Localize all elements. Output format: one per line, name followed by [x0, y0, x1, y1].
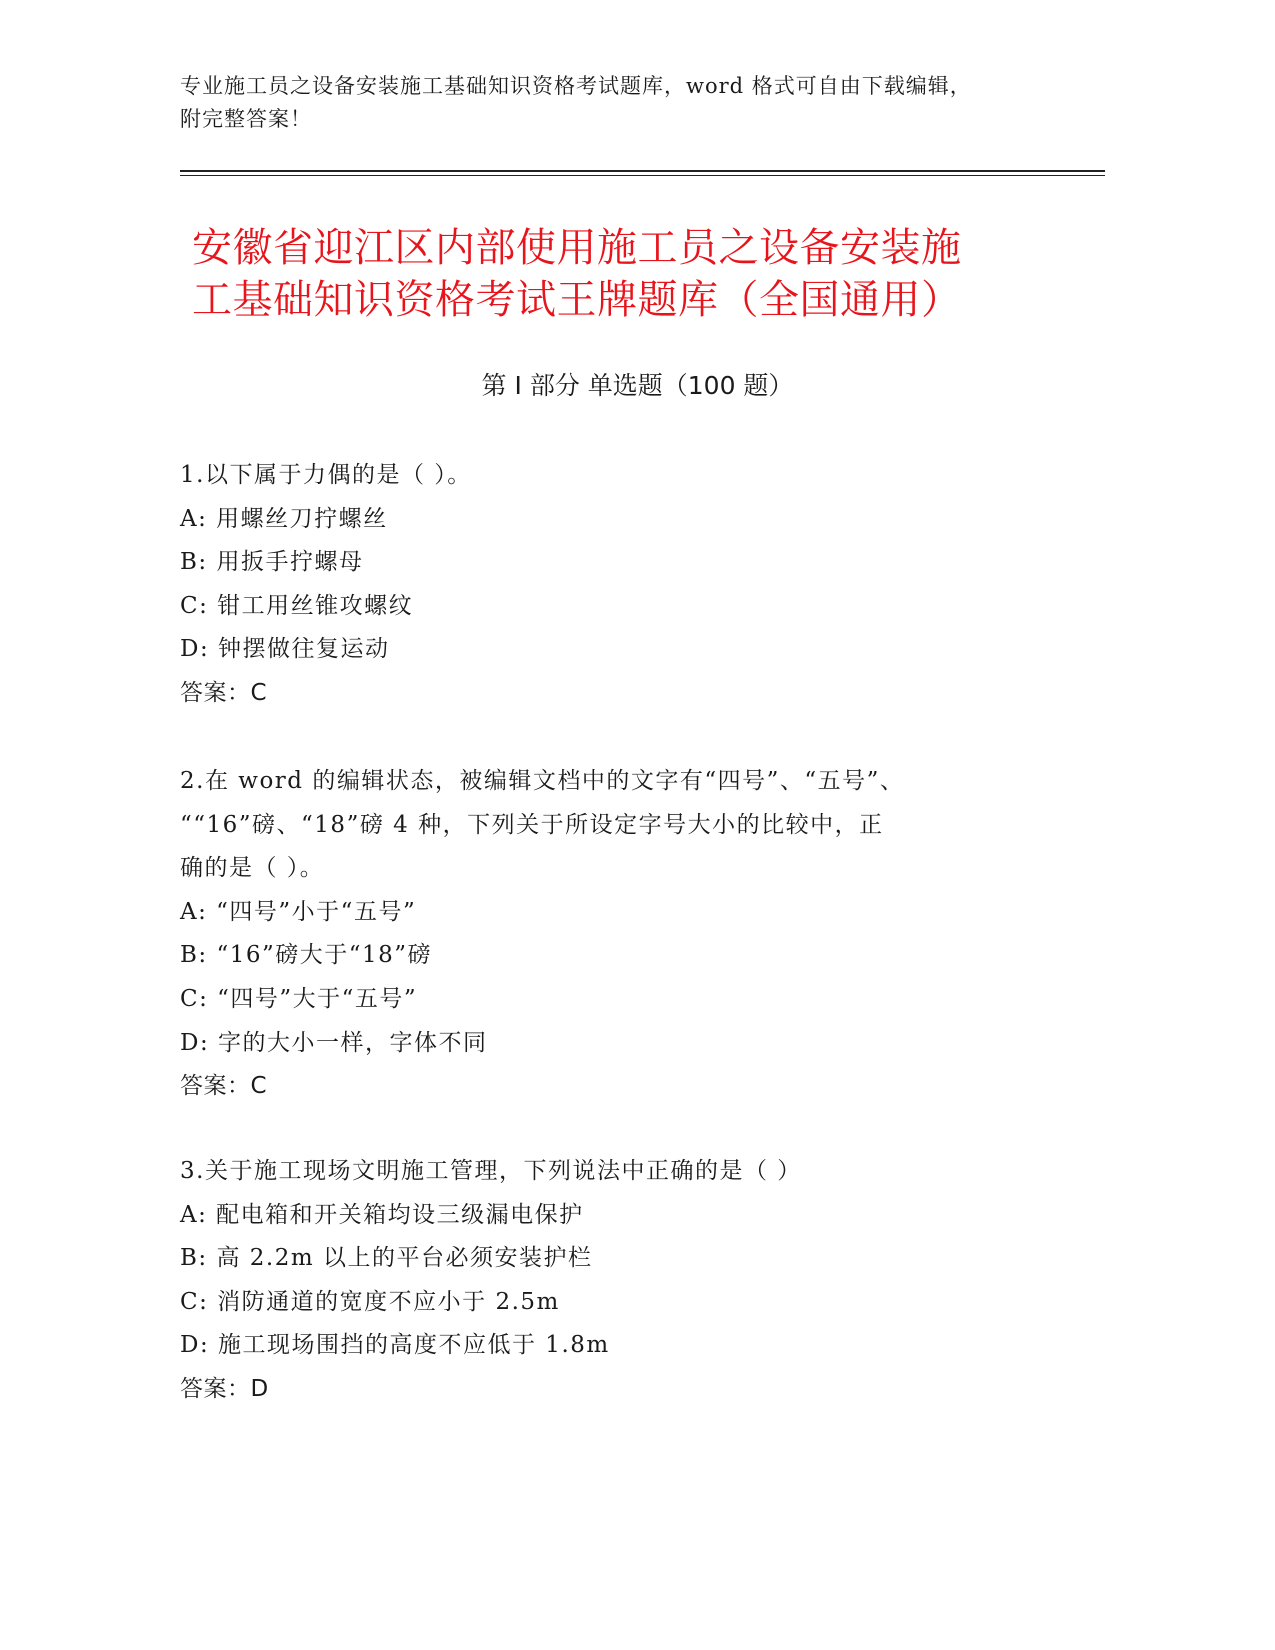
document-title-line-2: 工基础知识资格考试王牌题库（全国通用） — [192, 277, 962, 323]
question-2-stem-line-1: 2.在 word 的编辑状态，被编辑文档中的文字有“四号”、“五号”、 — [180, 768, 905, 794]
document-title-line-1: 安徽省迎江区内部使用施工员之设备安装施 — [192, 225, 962, 271]
question-2-option-a: A: “四号”小于“五号” — [180, 898, 417, 925]
question-3-answer: 答案：D — [180, 1375, 269, 1402]
question-2-option-d: D: 字的大小一样，字体不同 — [180, 1029, 488, 1056]
question-1-option-b: B: 用扳手拧螺母 — [180, 549, 364, 576]
question-3-option-d: D: 施工现场围挡的高度不应低于 1.8m — [180, 1332, 610, 1359]
question-3-option-b: B: 高 2.2m 以上的平台必须安装护栏 — [180, 1245, 593, 1272]
question-2 — [180, 760, 1060, 1109]
question-2-option-c: C: “四号”大于“五号” — [180, 985, 418, 1012]
section-title: 第 I 部分 单选题（100 题） — [481, 371, 794, 400]
question-3 — [180, 1150, 1060, 1412]
header-note-line-2: 附完整答案！ — [180, 107, 312, 131]
question-1-option-c: C: 钳工用丝锥攻螺纹 — [180, 592, 414, 619]
question-3-option-c: C: 消防通道的宽度不应小于 2.5m — [180, 1288, 560, 1315]
document-title — [192, 222, 1092, 326]
header-note-line-1: 专业施工员之设备安装施工基础知识资格考试题库，word 格式可自由下载编辑， — [180, 74, 972, 98]
question-1-option-d: D: 钟摆做往复运动 — [180, 636, 390, 663]
header-divider-thin — [180, 175, 1105, 176]
question-2-stem-line-2: ““16”磅、“18”磅 4 种，下列关于所设定字号大小的比较中，正 — [180, 811, 884, 838]
question-1-option-a: A: 用螺丝刀拧螺丝 — [180, 505, 388, 532]
question-2-stem-line-3: 确的是（ ）。 — [180, 855, 325, 882]
question-1 — [180, 454, 1060, 716]
question-1-stem: 1.以下属于力偶的是（ ）。 — [180, 462, 472, 488]
question-3-stem: 3.关于施工现场文明施工管理，下列说法中正确的是（ ） — [180, 1158, 802, 1184]
question-2-option-b: B: “16”磅大于“18”磅 — [180, 942, 433, 969]
header-note — [180, 70, 1080, 136]
question-3-option-a: A: 配电箱和开关箱均设三级漏电保护 — [180, 1201, 584, 1228]
question-1-answer: 答案：C — [180, 679, 268, 706]
question-2-answer: 答案：C — [180, 1073, 268, 1100]
header-divider-thick — [180, 170, 1105, 172]
